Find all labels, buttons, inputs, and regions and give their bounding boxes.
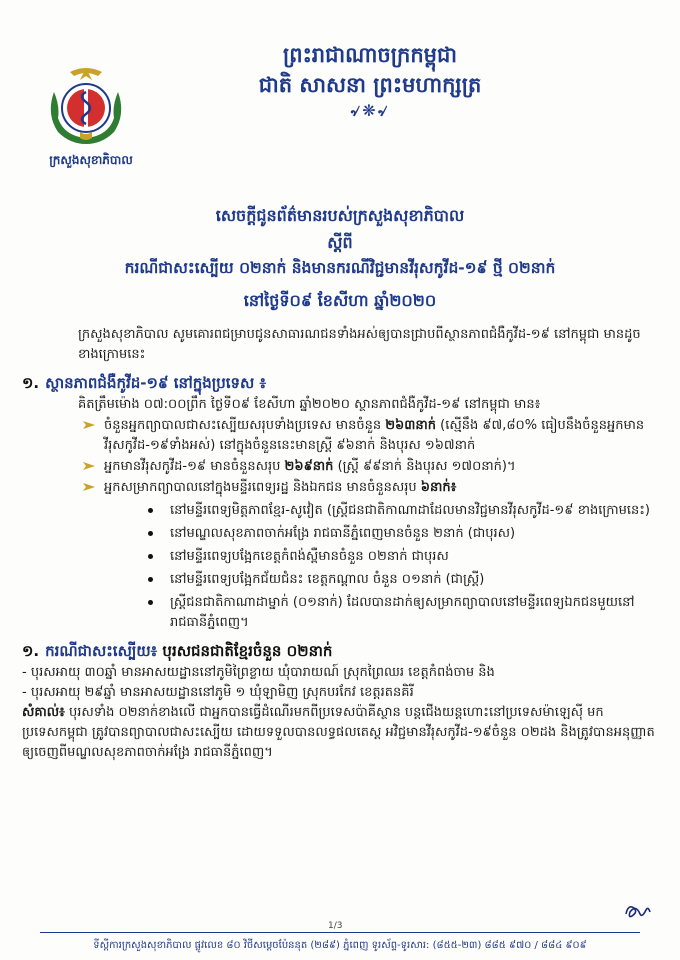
title-date: នៅថ្ងៃទី០៩ ខែសីហា ឆ្នាំ២០២០ xyxy=(243,291,437,310)
dot-bullet-icon xyxy=(148,554,153,559)
list-item xyxy=(22,478,658,498)
arrow-bullet-icon xyxy=(82,480,96,494)
recovered-case-1: - បុរសអាយុ ៣០ឆ្នាំ មានអាសយដ្ឋាននៅភូមិព្រៃខ្លាយ ឃុំបារាយណ៍ ស្រុកព្រៃឈរ ខេត្តកំពង់ចាម និង xyxy=(22,665,495,680)
item-text: នៅមន្ទីរពេទ្យបង្អែកខេត្តកំពង់ស្ពឺមានចំនួន ០២នាក់ ជាបុរស xyxy=(170,549,449,564)
list-item xyxy=(22,593,658,633)
item-bold: ៦នាក់៖ xyxy=(420,480,457,495)
section-title-rest: បុរសជនជាតិខ្មែរចំនួន ០២នាក់ xyxy=(157,642,333,660)
section-2-heading xyxy=(22,639,658,663)
list-item xyxy=(22,457,658,477)
section-number: ១. xyxy=(22,374,40,392)
recovered-case-2: - បុរសអាយុ ២៩ឆ្នាំ មានអាសយដ្ឋាននៅភូមិ ១ ឃុំឡាមិញ ស្រុកបរកែវ ខេត្តរតនគិរី xyxy=(22,685,414,700)
dot-bullet-icon xyxy=(148,508,153,513)
hospital-list xyxy=(22,501,658,633)
section-1-lead: គិតត្រឹមម៉ោង ០៧:០០ព្រឹក ថ្ងៃទី០៩ ខែសីហា ឆ្នាំ២០២០ ស្ថានភាពជំងឺកូវីដ-១៩ នៅកម្ពុជា មាន៖ xyxy=(78,397,541,412)
title-about: ស្តីពី xyxy=(327,233,353,252)
document-body xyxy=(22,325,658,763)
list-item xyxy=(22,547,658,567)
item-bold: ២៦៣នាក់ xyxy=(385,418,436,433)
item-text: នៅមន្ទីរពេទ្យមិត្តភាពខ្មែរ-សូវៀត (ស្ត្រីជនជាតិកាណាដាដែលមានវិជ្ជមានវីរុសកូវីដ-១៩ ខាងក្រោមនេះ) xyxy=(170,503,650,518)
motto-line: ជាតិ សាសនា ព្រះមហាក្សត្រ xyxy=(258,73,482,97)
item-text-rest: (ស្មើនឹង ៩៧,៨០% ធៀបនឹងចំនួនអ្នកមានវីរុសកូវីដ-១៩ទាំងអស់) នៅក្នុងចំនួននេះមានស្រ្តី ៩៦នាក់ និងបុរស ១៦៧នាក់ xyxy=(104,418,645,453)
section-number: ១. xyxy=(22,642,40,660)
list-item xyxy=(22,524,658,544)
dot-bullet-icon xyxy=(148,531,153,536)
item-text: ចំនួនអ្នកព្យាបាលជាសះស្បើយសរុបទាំងប្រទេស មានចំនួន xyxy=(104,418,386,433)
section-1-heading xyxy=(22,371,658,395)
list-item xyxy=(22,501,658,521)
note-text: បុរសទាំង ០២នាក់ខាងលើ ជាអ្នកបានធ្វើដំណើរមកពីប្រទេសប៉ាគីស្ថាន បន្តជើងយន្តហោះនៅប្រទេសម៉ាឡេស៊ី មកប្រទេសកម្ពុជា ត្រូវបានព្យាបាលជាសះស្បើយ ដោយទទួលបានលទ្ធផលតេស្ត អវិជ្ជមានវីរុសកូវីដ-១៩ចំនួន ០២ដង និងត្រូវបានអនុញ្ញាតឲ្យចេញពីមណ្ឌលសុខភាពចាក់អង្រែ រាជធានីភ្នំពេញ។ xyxy=(22,705,655,760)
press-release-title: សេចក្តីជូនព័ត៌មានរបស់ក្រសួងសុខាភិបាល xyxy=(215,206,465,225)
footer-divider xyxy=(40,932,640,933)
intro-paragraph: ក្រសួងសុខាភិបាល សូមគោរពជម្រាបជូនសាធារណជនទាំងអស់ឲ្យបានជ្រាបពីស្ថានភាពជំងឺកូវីដ-១៩ នៅកម្ពុជា មានដូចខាងក្រោមនេះ xyxy=(78,327,641,362)
note-label: សំគាល់៖ xyxy=(22,705,65,720)
note-paragraph xyxy=(22,703,658,763)
signature-initials xyxy=(622,900,652,922)
section-title: ករណីជាសះស្បើយ៖ xyxy=(45,642,158,660)
logo-caption: ក្រសួងសុខាភិបាល xyxy=(49,153,133,167)
footer-address: ទីស្តីការក្រសួងសុខាភិបាល ផ្លូវលេខ ៨០ វិថីសម្តេចប៉ែននុត (២៨៩) ភ្នំពេញ ទូរស័ព្ទ-ទូរសារ: (៨៥៥-២៣) ៨៨៥ ៩៧០ / ៨៨៤ ៩០៩ xyxy=(93,940,587,951)
title-subject: ករណីជាសះស្បើយ ០២នាក់ និងមានករណីវិជ្ជមានវីរុសកូវីដ-១៩ ថ្មី ០២នាក់ xyxy=(124,259,556,277)
item-text: ស្ត្រីជនជាតិកាណាដាម្នាក់ (០១នាក់) ដែលបានដាក់ឲ្យសម្រាកព្យាបាលនៅមន្ទីរពេទ្យឯកជនមួយនៅរាជធានីភ្នំពេញ។ xyxy=(170,595,635,630)
page-number: 1/3 xyxy=(328,921,343,931)
item-text: នៅមណ្ឌលសុខភាពចាក់អង្រែ រាជធានីភ្នំពេញមានចំនួន ២នាក់ (ជាបុរស) xyxy=(170,526,516,541)
section-title: ស្ថានភាពជំងឺកូវីដ-១៩ នៅក្នុងប្រទេស ៖ xyxy=(45,374,267,392)
dot-bullet-icon xyxy=(148,577,153,582)
status-list xyxy=(22,416,658,498)
item-bold: ២៦៩នាក់ xyxy=(284,459,334,474)
item-text-rest: (ស្ត្រី ៩៩នាក់ និងបុរស ១៧០នាក់)។ xyxy=(333,459,516,474)
item-text: អ្នកមានវីរុសកូវីដ-១៩ មានចំនួនសរុប xyxy=(104,459,285,474)
arrow-bullet-icon xyxy=(82,418,96,432)
arrow-bullet-icon xyxy=(82,459,96,473)
item-text: អ្នកសម្រាកព្យាបាលនៅក្នុងមន្ទីរពេទ្យរដ្ឋ និងឯកជន មានចំនួនសរុប xyxy=(104,480,421,495)
kingdom-header xyxy=(190,40,550,122)
kingdom-line: ព្រះរាជាណាចក្រកម្ពុជា xyxy=(282,43,457,67)
item-text: នៅមន្ទីរពេទ្យបង្អែកជ័យជំនះ ខេត្តកណ្តាល ចំនួន ០១នាក់ (ជាស្ត្រី) xyxy=(170,572,485,587)
list-item xyxy=(22,570,658,590)
ministry-of-health-emblem xyxy=(40,62,132,148)
dot-bullet-icon xyxy=(148,600,153,605)
ornament: ৵❋৵ xyxy=(350,101,390,120)
list-item xyxy=(22,416,658,456)
